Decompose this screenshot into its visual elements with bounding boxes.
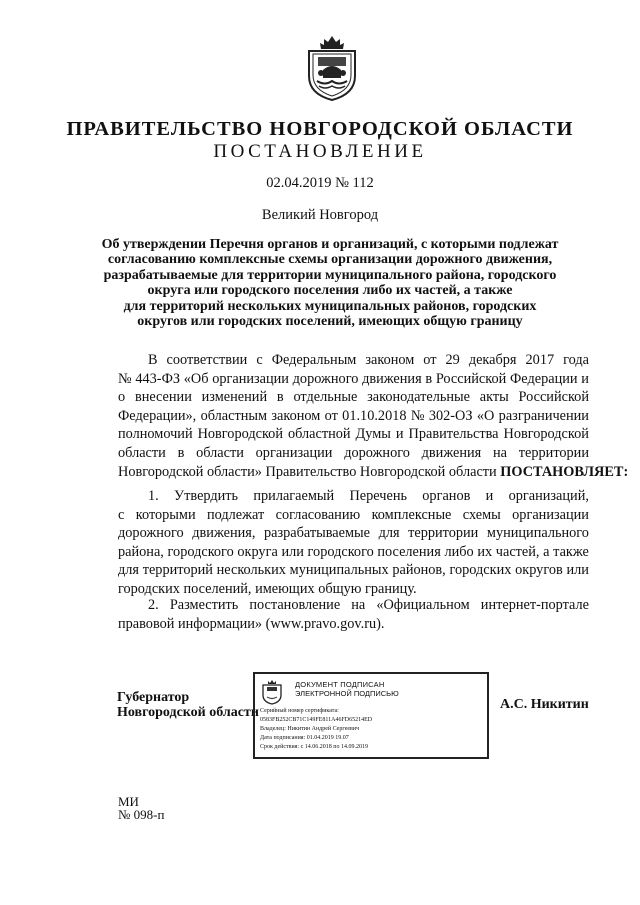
position-line: Новгородской области	[117, 705, 259, 720]
word: территории	[518, 444, 589, 461]
government-name: ПРАВИТЕЛЬСТВО НОВГОРОДСКОЙ ОБЛАСТИ	[66, 118, 574, 140]
stamp-owner: Владелец: Никитин Андрей Сергеевич	[260, 726, 360, 732]
word: интернет-портале	[480, 597, 589, 613]
title-line: для территорий нескольких муниципальных районов, городских	[123, 298, 537, 314]
signatory-position	[117, 690, 259, 720]
position-line: Губернатор	[117, 690, 190, 705]
title-line: округа или городского поселения либо их частей, а также	[147, 283, 513, 299]
paragraph-line	[118, 407, 589, 426]
paragraph-line: правовой информации» (www.pravo.gov.ru).	[118, 615, 385, 632]
word: законом	[271, 407, 321, 424]
word: округов	[515, 562, 563, 579]
word: движения	[362, 370, 422, 387]
word: для	[378, 525, 400, 542]
word: законодательные	[367, 389, 470, 406]
word: с	[256, 352, 263, 368]
word: территорий	[142, 562, 213, 579]
paragraph-line	[118, 596, 589, 615]
word: 443-ФЗ	[135, 370, 181, 387]
word: для	[118, 562, 139, 579]
word: 29	[445, 352, 460, 368]
word: и	[395, 426, 404, 443]
word: с	[118, 506, 125, 523]
word: «Об	[183, 370, 209, 387]
word: на	[493, 444, 508, 461]
word: Новгородской	[503, 426, 589, 443]
word: «О	[476, 407, 495, 424]
word: органов	[422, 488, 471, 504]
paragraph-line: городских поселений, имеющих общую границу.	[118, 580, 417, 597]
word: Федерации»,	[118, 407, 197, 424]
footer-reference	[118, 795, 164, 821]
word: Утвердить	[174, 488, 239, 504]
word: области	[196, 444, 244, 461]
stamp-details	[260, 707, 372, 752]
stamp-emblem-icon	[260, 679, 284, 705]
word: либо	[444, 543, 474, 560]
word: в	[177, 444, 185, 461]
word: от	[423, 352, 437, 368]
date-number: 02.04.2019 № 112	[266, 175, 374, 191]
paragraph-line	[118, 351, 589, 370]
word: движения	[421, 444, 482, 461]
word: организации	[512, 506, 589, 523]
word: а	[543, 543, 550, 560]
paragraph-line	[118, 388, 589, 407]
word: внесении	[134, 389, 192, 406]
word: частей,	[495, 543, 540, 560]
word: которыми	[135, 506, 196, 523]
word: городских	[449, 562, 512, 579]
word: Правительства	[408, 426, 499, 443]
word: от	[324, 407, 338, 424]
word: районов,	[392, 562, 446, 579]
title-line: округов или городских поселений, имеющих общую границу	[137, 314, 523, 330]
word: о	[118, 389, 126, 406]
word: Федерации	[510, 370, 578, 387]
word: областной	[287, 426, 351, 443]
word: Российской	[435, 370, 507, 387]
title-line: Об утверждении Перечня органов и организаций, с которыми подлежат	[101, 237, 559, 252]
word: согласованию	[275, 506, 361, 523]
city: Великий Новгород	[261, 207, 379, 223]
title-line: согласованию комплексные схемы организации дорожного движения,	[107, 252, 553, 268]
word: акты	[479, 389, 509, 406]
word: или	[566, 562, 589, 579]
word: Думы	[355, 426, 391, 443]
stamp-subheading: ЭЛЕКТРОННОЙ ПОДПИСЬЮ	[295, 689, 399, 698]
word: их	[477, 543, 493, 560]
word: разрабатываемые	[264, 525, 370, 542]
decree-word: ПОСТАНОВЛЯЕТ:	[500, 463, 629, 480]
stamp-serial-label: Серийный номер сертификата:	[260, 708, 339, 714]
word: Разместить	[169, 597, 239, 613]
word: также	[553, 543, 589, 560]
word: организации	[255, 444, 333, 461]
word: или	[281, 543, 304, 560]
word: отдельные	[293, 389, 358, 406]
stamp-heading: ДОКУМЕНТ ПОДПИСАН	[295, 680, 385, 689]
word: 302-ОЗ	[428, 407, 473, 424]
word: дорожного	[344, 444, 410, 461]
word: областным	[200, 407, 268, 424]
word: Новгородской	[197, 426, 283, 443]
word: года	[563, 352, 589, 368]
stamp-signed-date: Дата подписания: 01.04.2019 19.07	[260, 735, 349, 741]
document-type: ПОСТАНОВЛЕНИЕ	[213, 141, 427, 162]
paragraph-line	[118, 506, 589, 525]
word: движения,	[192, 525, 256, 542]
word: муниципальных	[289, 562, 389, 579]
paragraph-preamble	[118, 351, 629, 481]
document-number: № 098-п	[118, 807, 165, 822]
word: декабря	[468, 352, 517, 368]
word: подлежат	[207, 506, 265, 523]
word: №	[118, 370, 132, 387]
word: нескольких	[216, 562, 286, 579]
title-line: разрабатываемые для территории муниципального района, городского	[103, 267, 557, 283]
signatory-name: А.С. Никитин	[500, 697, 589, 712]
word: территории	[408, 525, 479, 542]
word: организации	[212, 370, 289, 387]
document-title	[100, 237, 560, 329]
paragraph-item-1	[118, 487, 589, 599]
word: в	[425, 370, 433, 387]
paragraph-line	[118, 370, 589, 389]
word: дорожного	[292, 370, 359, 387]
word: разграничении	[498, 407, 589, 424]
word: организаций,	[508, 488, 589, 504]
coat-of-arms-icon	[303, 34, 361, 102]
word: и	[581, 370, 589, 387]
paragraph-line	[118, 524, 589, 543]
paragraph-line	[118, 543, 589, 562]
word: на	[351, 597, 366, 613]
stamp-validity: Срок действия: с 14.06.2018 по 14.09.2019	[260, 744, 368, 750]
paragraph-line	[118, 463, 629, 482]
word: поселения	[377, 543, 441, 560]
paragraph-line	[118, 444, 589, 463]
stamp-serial: 0583FB252CB71C149FE811A46FD65214ED	[260, 717, 373, 723]
word: дорожного	[118, 525, 184, 542]
word: комплексные	[371, 506, 452, 523]
executor-initials: МИ	[118, 794, 139, 809]
paragraph-text: Новгородской области» Правительство Новгородской области	[118, 463, 497, 480]
word: В	[148, 352, 158, 368]
word: городского	[307, 543, 374, 560]
paragraph-item-2	[118, 596, 589, 633]
word: городского	[167, 543, 234, 560]
word: «Официальном	[376, 597, 470, 613]
word: 1.	[148, 488, 159, 504]
word: Российской	[518, 389, 589, 406]
word: муниципального	[486, 525, 589, 542]
electronic-signature-stamp	[253, 672, 489, 759]
word: округа	[237, 543, 278, 560]
word: законом	[365, 352, 415, 368]
word: 01.10.2018	[342, 407, 407, 424]
word: полномочий	[118, 426, 193, 443]
word: и	[485, 488, 494, 504]
word: прилагаемый	[253, 488, 335, 504]
paragraph-line	[118, 561, 589, 580]
word: в	[276, 389, 284, 406]
word: района,	[118, 543, 164, 560]
paragraph-line	[118, 487, 589, 506]
word: схемы	[462, 506, 501, 523]
word: постановление	[249, 597, 341, 613]
word: 2.	[148, 597, 159, 613]
word: соответствии	[166, 352, 248, 368]
word: №	[410, 407, 425, 424]
word: Федеральным	[271, 352, 357, 368]
paragraph-line	[118, 425, 589, 444]
word: 2017	[525, 352, 555, 368]
word: Перечень	[349, 488, 407, 504]
word: изменений	[201, 389, 268, 406]
word: области	[118, 444, 166, 461]
